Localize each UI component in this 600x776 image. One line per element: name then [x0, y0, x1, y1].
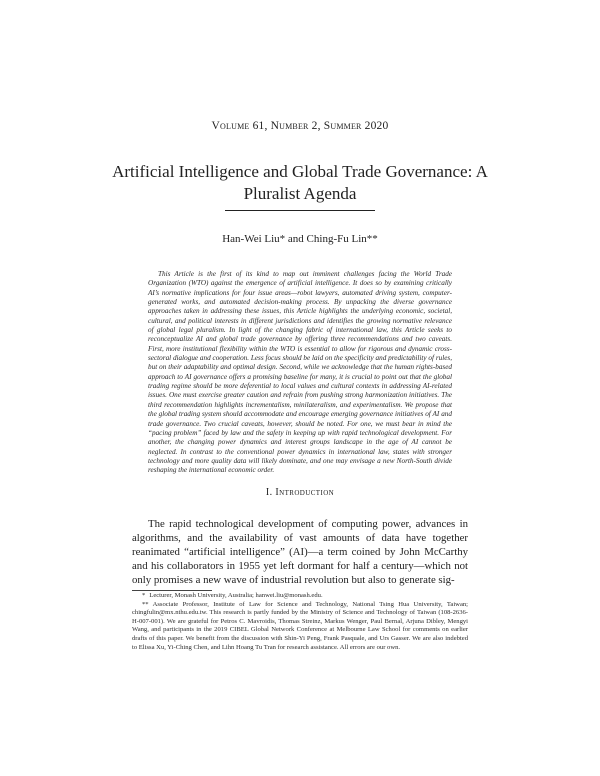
footnote-mark: **	[142, 600, 149, 608]
volume-line: Volume 61, Number 2, Summer 2020	[211, 120, 389, 132]
article-title: Artificial Intelligence and Global Trade Governance: A Pluralist Agenda	[112, 162, 488, 203]
footnotes	[132, 592, 468, 652]
footnote-text: Lecturer, Monash University, Australia; hanwei.liu@monash.edu.	[149, 592, 323, 599]
footnote-2	[132, 601, 468, 653]
footnote-mark: *	[142, 592, 146, 599]
title-rule	[225, 210, 375, 211]
abstract: This Article is the first of its kind to map out imminent challenges facing the World Trade Organization (WTO) against the emergence of artificial intelligence. It does so by examining critically AI’s normative implications for four issue areas—robot lawyers, automated driving system, computer-generated works, and automated decision-making process. By unpacking the diverse governance approaches taken in addressing these issues, this Article highlights the underlying economic, societal, cultural, and political interests in different jurisdictions and identifies the growing normative relevance of global legal pluralism. In light of the changing fabric of international law, this Article seeks to reconceptualize AI and global trade governance by offering three recommendations and two caveats. First, more institutional flexibility within the WTO is essential to allow for rigorous and dynamic cross-sectoral dialogue and cooperation. Less focus should be laid on the specificity and predictability of rules, but on their adaptability and optimal design. Second, while we acknowledge that the human rights-based approach to AI governance offers a promising baseline for many, it is crucial to point out that the global trading regime should be more deferential to local values and cultural contexts in addressing AI-related issues. One must exercise greater caution and refrain from pushing strong harmonization initiatives. The third recommendation highlights incrementalism, minilateralism, and experimentalism. We propose that the global trading system should accommodate and encourage emerging governance initiatives of AI and trade governance. Two crucial caveats, however, should be noted. For one, we must bear in mind the “pacing problem” faced by law and the safety in keeping up with rapid technological development. For another, the changing power dynamics and interest groups landscape in the age of AI cannot be neglected. In contrast to the conventional power dynamics in international law, states with stronger technology and more quality data will likely dominate, and one may envisage a new North-South divide reshaping the international economic order.	[148, 270, 452, 475]
intro-paragraph: The rapid technological development of computing power, advances in algorithms, and the availability of vast amounts of data have together reanimated “artificial intelligence” (AI)—a term coined by John McCarthy and his collaborators in 1955 yet left dormant for half a century—which not only promises a new wave of industrial revolution but also to generate sig-	[132, 518, 468, 586]
footnote-1	[132, 592, 468, 601]
article-authors: Han-Wei Liu* and Ching-Fu Lin**	[222, 233, 378, 245]
section-heading: I. Introduction	[265, 487, 335, 498]
footnote-text: Associate Professor, Institute of Law for Science and Technology, National Tsing Hua University, Taiwan; chingfulin@mx.nthu.edu.tw. This research is partly funded by the Ministry of Science and Technology of Taiwan (108-2636-H-007-001). We are grateful for Petros C. Mavroidis, Thomas Streinz, Markus Wenger, Paul Bernal, Arjuna Dibley, Mengyi Wang, and participants in the 2019 CIBEL Global Network Conference at Melbourne Law School for comments on earlier drafts of this paper. We benefit from the discussion with Shin-Yi Peng, Frank Pasquale, and Urs Gasser. We are also indebted to Elissa Xu, Yi-Ching Chen, and Lihn Hoang Tu Tran for research assistance. All errors are our own.	[132, 600, 468, 651]
footnote-rule	[132, 590, 212, 591]
